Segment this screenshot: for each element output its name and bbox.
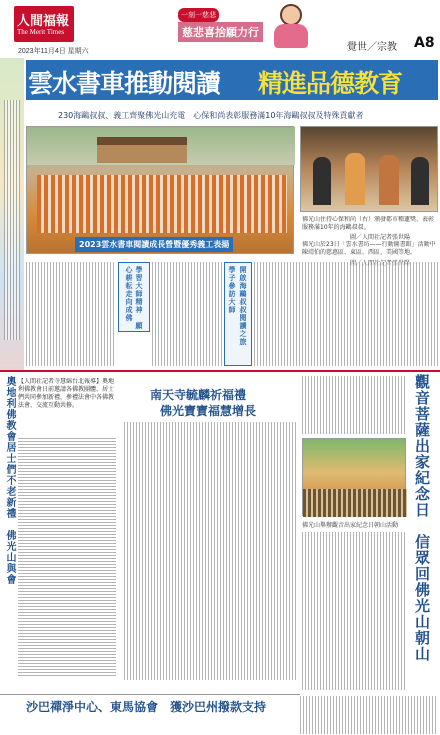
sidebar-box-2: [224, 262, 252, 366]
award-photo-credit: 圖／人間社記者張世陽: [350, 234, 411, 241]
sidebar-section-1: 學習大師精神 願心耕耘走向成佛: [125, 266, 143, 330]
sidebar-box-1: [118, 262, 150, 332]
logo-cn: 人間福報: [17, 14, 70, 29]
column-badge: 一刻一慈悲: [178, 8, 219, 22]
masthead: [0, 0, 440, 58]
lower-left-title: 奧地利佛教會居士們不老新禮 佛光山與會: [4, 376, 15, 585]
logo-en: The Merit Times: [17, 28, 65, 36]
center-title-line-1: 南天寺毓麟祈福禮: [150, 388, 247, 402]
award-photo-caption: 佛光山住持心保和尚（右）頒發都市種蓮獎、表彰服務滿10年的海鷗叔叔。: [302, 216, 435, 231]
headline-left: 雲水書車推動閱讀: [28, 69, 221, 98]
page-number: A8: [414, 35, 435, 51]
second-photo-caption: 佛光山於23日「雲水書坊——行動圖書館」活動中陳靖伯的慈惠區、東區、西區、美國等地。: [302, 241, 436, 256]
center-article: [120, 374, 300, 692]
pilgrimage-photo-caption: 佛光山舉辦觀音出家紀念日朝山活動: [302, 522, 399, 529]
center-title-line-2: 佛光寶寶福慧增長: [160, 404, 257, 418]
sidebar-section-3: 開啟海鷗叔叔閱讀之旅: [239, 266, 247, 346]
column-title: 慈悲喜捨願力行: [178, 22, 263, 42]
section-divider: [0, 370, 440, 372]
sidebar-section-2: 學子參訪大師: [228, 266, 236, 314]
group-photo: [26, 126, 294, 254]
left-ad-strip-text: [4, 100, 20, 340]
photo-banner-text: 2023雲水書車閱讀成長營暨優秀義工表揚: [75, 237, 233, 252]
right-article: [302, 374, 438, 692]
right-article-title: 觀音菩薩出家紀念日 信眾回佛光山朝山: [413, 374, 431, 662]
right-article-body: [302, 532, 406, 690]
headline-right: 精進品德教育: [258, 69, 403, 98]
article-body-upper-3: [254, 262, 438, 366]
bottom-article-title: 沙巴禪淨中心、東馬協會 獲沙巴州撥款支持: [26, 700, 267, 714]
lower-left-intro: 【人間社記者寺慧綿台北報導】奧地利佛教會日前邀請各佛教團體、居士們共同參加新禮，參禮法會中各佛教法會、交流互動共修。: [18, 378, 115, 409]
lower-left-body: [18, 438, 116, 678]
issue-date: 2023年11月4日 星期六: [18, 48, 89, 55]
section-name: 覺世／宗教: [347, 42, 397, 53]
headline-subhead: 230海鷗叔叔、義工齊聚佛光山充電 心保和尚表彰服務滿10年海鷗叔叔及特殊貢獻者: [58, 111, 364, 120]
pilgrimage-photo: [302, 438, 406, 516]
headline-banner: [26, 60, 438, 100]
newspaper-logo: [14, 6, 74, 42]
award-photo: [300, 126, 438, 212]
article-body-upper-1: [26, 262, 116, 366]
bottom-divider: [0, 694, 300, 695]
bottom-article-body: [300, 696, 438, 734]
right-article-body-top: [302, 376, 406, 434]
lower-left-article: [0, 374, 118, 692]
mascot-illustration: [270, 4, 310, 50]
center-body: [124, 422, 296, 680]
article-body-upper-2: [152, 262, 222, 366]
